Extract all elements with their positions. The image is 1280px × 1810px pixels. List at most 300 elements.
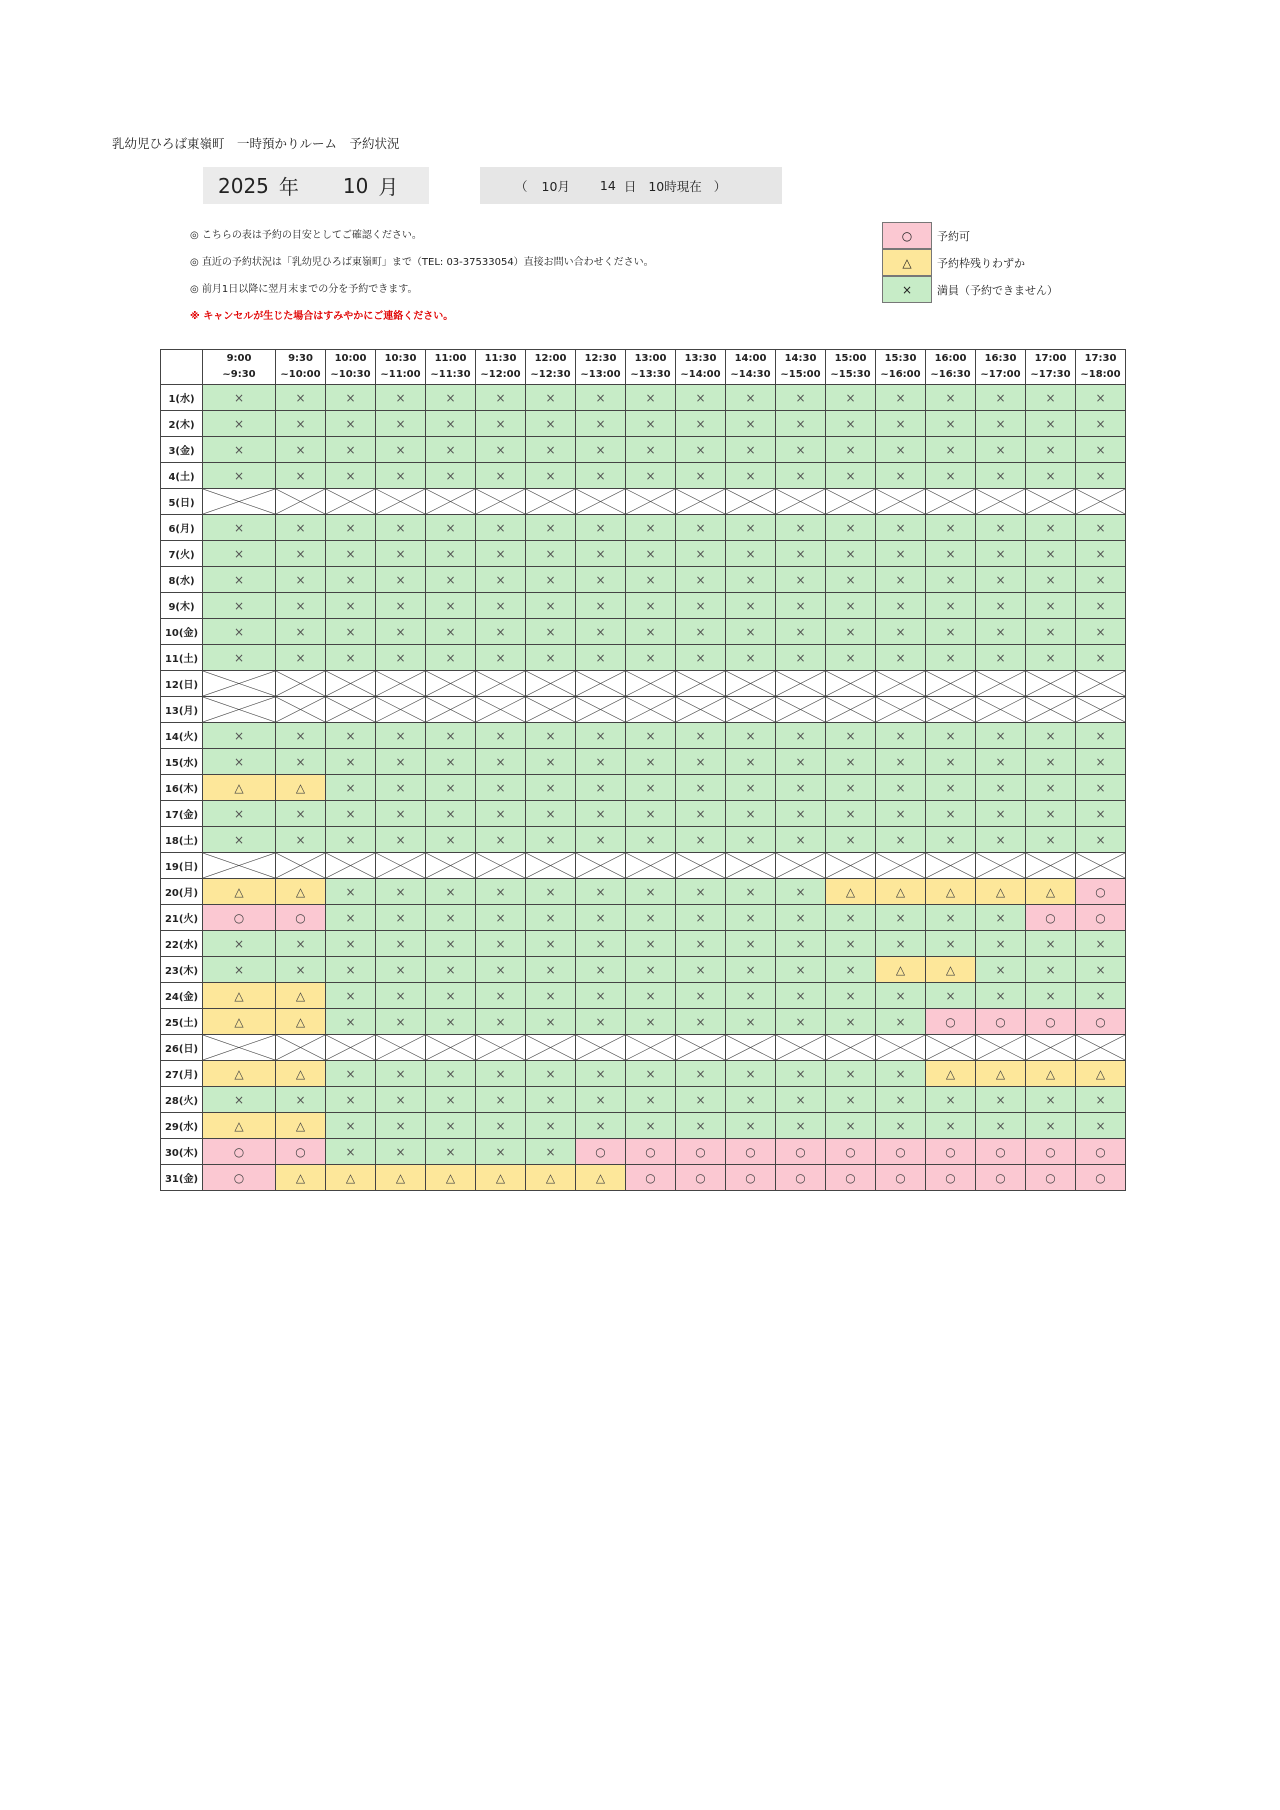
day-row (161, 619, 1126, 645)
closed-cross-icon (776, 671, 825, 696)
slot-closed (626, 489, 676, 515)
slot-full: × (476, 1087, 526, 1113)
slot-closed (1076, 671, 1126, 697)
slot-closed (676, 1035, 726, 1061)
slot-closed (326, 697, 376, 723)
closed-cross-icon (276, 489, 325, 514)
slot-full: × (576, 957, 626, 983)
timeslot-header (426, 350, 476, 385)
slot-full: × (476, 411, 526, 437)
slot-full: × (426, 463, 476, 489)
slot-full: × (976, 437, 1026, 463)
day-row (161, 1165, 1126, 1191)
as-of-month: 10月 (541, 178, 570, 194)
closed-cross-icon (376, 489, 425, 514)
slot-closed (776, 853, 826, 879)
slot-full: × (676, 645, 726, 671)
slot-full: × (1076, 1113, 1126, 1139)
slot-closed (726, 489, 776, 515)
slot-full: × (776, 723, 826, 749)
slot-full: × (826, 567, 876, 593)
slot-few: △ (976, 879, 1026, 905)
as-of-open-paren: （ (515, 178, 528, 194)
slot-full: × (426, 1139, 476, 1165)
slot-full: × (876, 1113, 926, 1139)
slot-full: × (526, 593, 576, 619)
slot-closed (526, 1035, 576, 1061)
slot-full: × (976, 593, 1026, 619)
slot-full: × (276, 931, 326, 957)
slot-few: △ (276, 1009, 326, 1035)
slot-full: × (326, 593, 376, 619)
slot-full: × (426, 645, 476, 671)
slot-full: × (776, 1113, 826, 1139)
day-label: 8(水) (161, 567, 203, 593)
slot-full: × (376, 385, 426, 411)
day-row (161, 1139, 1126, 1165)
timeslot-header (676, 350, 726, 385)
slot-closed (1076, 697, 1126, 723)
slot-full: × (276, 437, 326, 463)
slot-full: × (776, 801, 826, 827)
legend-swatch-full: × (882, 276, 932, 303)
day-label: 2(木) (161, 411, 203, 437)
slot-full: × (776, 411, 826, 437)
slot-closed (1076, 853, 1126, 879)
slot-closed (726, 671, 776, 697)
slot-full: × (926, 905, 976, 931)
closed-cross-icon (326, 853, 375, 878)
closed-cross-icon (976, 853, 1025, 878)
slot-full: × (203, 411, 276, 437)
slot-full: × (426, 957, 476, 983)
slot-full: × (726, 463, 776, 489)
slot-full: × (826, 385, 876, 411)
slot-closed (276, 697, 326, 723)
closed-cross-icon (626, 671, 675, 696)
day-label: 18(土) (161, 827, 203, 853)
slot-full: × (203, 749, 276, 775)
slot-full: × (326, 879, 376, 905)
slot-full: × (676, 463, 726, 489)
slot-full: × (926, 931, 976, 957)
slot-full: × (876, 1009, 926, 1035)
slot-full: × (376, 593, 426, 619)
slot-full: × (926, 411, 976, 437)
closed-cross-icon (826, 697, 875, 722)
slot-closed (1026, 853, 1076, 879)
slot-full: × (476, 437, 526, 463)
slot-full: × (376, 567, 426, 593)
slot-full: × (576, 541, 626, 567)
slot-full: × (626, 723, 676, 749)
slot-full: × (976, 1087, 1026, 1113)
timeslot-header (826, 350, 876, 385)
slot-full: × (626, 905, 676, 931)
closed-cross-icon (426, 489, 475, 514)
slot-full: × (776, 437, 826, 463)
day-label: 6(月) (161, 515, 203, 541)
slot-few: △ (526, 1165, 576, 1191)
day-label: 10(金) (161, 619, 203, 645)
slot-closed (926, 853, 976, 879)
slot-few: △ (1076, 1061, 1126, 1087)
day-label: 30(木) (161, 1139, 203, 1165)
slot-ok: ○ (876, 1165, 926, 1191)
slot-few: △ (203, 983, 276, 1009)
timeslot-header-row (161, 350, 1126, 385)
slot-closed (626, 853, 676, 879)
slot-full: × (726, 437, 776, 463)
slot-full: × (376, 463, 426, 489)
closed-cross-icon (203, 489, 275, 514)
timeslot-header (376, 350, 426, 385)
slot-full: × (526, 411, 576, 437)
slot-full: × (1076, 1087, 1126, 1113)
closed-cross-icon (1026, 853, 1075, 878)
slot-full: × (376, 437, 426, 463)
slot-full: × (926, 567, 976, 593)
day-label: 11(土) (161, 645, 203, 671)
slot-full: × (426, 411, 476, 437)
slot-full: × (326, 385, 376, 411)
slot-closed (926, 1035, 976, 1061)
closed-cross-icon (203, 671, 275, 696)
slot-full: × (876, 723, 926, 749)
closed-cross-icon (203, 853, 275, 878)
slot-few: △ (276, 1165, 326, 1191)
slot-full: × (526, 1061, 576, 1087)
day-row (161, 983, 1126, 1009)
slot-full: × (576, 1061, 626, 1087)
slot-full: × (776, 749, 826, 775)
slot-closed (726, 853, 776, 879)
slot-full: × (876, 749, 926, 775)
slot-full: × (1076, 619, 1126, 645)
closed-cross-icon (526, 489, 575, 514)
slot-closed (576, 697, 626, 723)
closed-cross-icon (576, 671, 625, 696)
slot-few: △ (476, 1165, 526, 1191)
slot-full: × (576, 827, 626, 853)
slot-full: × (203, 541, 276, 567)
slot-full: × (476, 827, 526, 853)
closed-cross-icon (626, 853, 675, 878)
slot-full: × (826, 463, 876, 489)
day-row (161, 723, 1126, 749)
slot-closed (826, 489, 876, 515)
closed-cross-icon (326, 489, 375, 514)
day-row (161, 1035, 1126, 1061)
slot-closed (776, 697, 826, 723)
slot-full: × (726, 957, 776, 983)
slot-full: × (826, 1087, 876, 1113)
closed-cross-icon (326, 1035, 375, 1060)
slot-full: × (1076, 749, 1126, 775)
slot-full: × (876, 411, 926, 437)
slot-full: × (476, 749, 526, 775)
slot-full: × (826, 775, 876, 801)
slot-full: × (1026, 957, 1076, 983)
slot-full: × (376, 411, 426, 437)
timeslot-start: 12:30 (584, 353, 617, 364)
slot-closed (376, 853, 426, 879)
slot-closed (576, 671, 626, 697)
slot-full: × (576, 385, 626, 411)
page-title: 乳幼児ひろば東嶺町 一時預かりルーム 予約状況 (112, 136, 400, 151)
slot-full: × (826, 1061, 876, 1087)
day-row (161, 827, 1126, 853)
slot-full: × (976, 619, 1026, 645)
slot-full: × (876, 905, 926, 931)
slot-full: × (676, 411, 726, 437)
slot-full: × (926, 1087, 976, 1113)
slot-full: × (326, 775, 376, 801)
slot-full: × (776, 567, 826, 593)
closed-cross-icon (776, 697, 825, 722)
slot-full: × (1026, 619, 1076, 645)
slot-full: × (476, 1009, 526, 1035)
timeslot-header (276, 350, 326, 385)
slot-full: × (526, 801, 576, 827)
slot-full: × (526, 983, 576, 1009)
day-row (161, 801, 1126, 827)
day-row (161, 671, 1126, 697)
slot-full: × (776, 983, 826, 1009)
slot-full: × (326, 749, 376, 775)
slot-full: × (426, 437, 476, 463)
closed-cross-icon (1026, 489, 1075, 514)
timeslot-header (326, 350, 376, 385)
slot-full: × (976, 567, 1026, 593)
slot-closed (203, 489, 276, 515)
slot-full: × (726, 827, 776, 853)
slot-ok: ○ (1076, 1165, 1126, 1191)
day-label: 19(日) (161, 853, 203, 879)
closed-cross-icon (926, 697, 975, 722)
timeslot-end: ~12:30 (530, 369, 571, 380)
slot-full: × (426, 1061, 476, 1087)
closed-cross-icon (726, 697, 775, 722)
slot-full: × (476, 723, 526, 749)
closed-cross-icon (276, 697, 325, 722)
timeslot-start: 16:00 (934, 353, 967, 364)
timeslot-end: ~17:00 (980, 369, 1021, 380)
slot-full: × (276, 723, 326, 749)
slot-ok: ○ (626, 1139, 676, 1165)
slot-full: × (926, 749, 976, 775)
slot-full: × (476, 463, 526, 489)
slot-full: × (726, 801, 776, 827)
slot-closed (926, 489, 976, 515)
slot-full: × (776, 593, 826, 619)
slot-full: × (426, 619, 476, 645)
slot-ok: ○ (726, 1139, 776, 1165)
timeslot-end: ~11:00 (380, 369, 421, 380)
closed-cross-icon (976, 1035, 1025, 1060)
slot-full: × (476, 983, 526, 1009)
slot-full: × (676, 749, 726, 775)
slot-full: × (426, 593, 476, 619)
slot-full: × (203, 723, 276, 749)
timeslot-start: 10:00 (334, 353, 367, 364)
slot-full: × (276, 463, 326, 489)
slot-full: × (426, 801, 476, 827)
slot-closed (476, 489, 526, 515)
slot-few: △ (276, 983, 326, 1009)
slot-full: × (926, 619, 976, 645)
slot-closed (426, 489, 476, 515)
slot-closed (876, 671, 926, 697)
closed-cross-icon (776, 853, 825, 878)
slot-closed (203, 671, 276, 697)
timeslot-end: ~13:30 (630, 369, 671, 380)
slot-full: × (526, 463, 576, 489)
slot-full: × (1076, 463, 1126, 489)
slot-full: × (926, 983, 976, 1009)
slot-few: △ (926, 1061, 976, 1087)
slot-full: × (576, 723, 626, 749)
slot-full: × (776, 515, 826, 541)
year-unit: 年 (278, 175, 299, 199)
slot-full: × (576, 1009, 626, 1035)
slot-full: × (676, 541, 726, 567)
timeslot-start: 15:30 (884, 353, 917, 364)
slot-full: × (676, 1061, 726, 1087)
slot-full: × (326, 619, 376, 645)
slot-closed (976, 697, 1026, 723)
slot-full: × (726, 723, 776, 749)
closed-cross-icon (1076, 671, 1125, 696)
slot-full: × (476, 801, 526, 827)
slot-full: × (326, 723, 376, 749)
closed-cross-icon (426, 671, 475, 696)
slot-full: × (676, 801, 726, 827)
slot-full: × (326, 957, 376, 983)
timeslot-header (1076, 350, 1126, 385)
month-unit: 月 (378, 175, 399, 199)
slot-full: × (576, 1113, 626, 1139)
slot-full: × (476, 879, 526, 905)
slot-full: × (626, 567, 676, 593)
day-row (161, 853, 1126, 879)
slot-full: × (626, 1061, 676, 1087)
slot-full: × (326, 645, 376, 671)
closed-cross-icon (576, 1035, 625, 1060)
closed-cross-icon (676, 853, 725, 878)
slot-full: × (1076, 801, 1126, 827)
slot-few: △ (276, 1061, 326, 1087)
slot-full: × (1076, 957, 1126, 983)
slot-ok: ○ (876, 1139, 926, 1165)
slot-full: × (476, 593, 526, 619)
slot-full: × (876, 541, 926, 567)
slot-full: × (203, 515, 276, 541)
day-row (161, 1061, 1126, 1087)
slot-full: × (576, 593, 626, 619)
slot-full: × (976, 801, 1026, 827)
timeslot-start: 9:00 (226, 353, 252, 364)
slot-full: × (776, 879, 826, 905)
slot-full: × (876, 1061, 926, 1087)
slot-full: × (676, 1113, 726, 1139)
slot-full: × (876, 619, 926, 645)
slot-full: × (1026, 385, 1076, 411)
slot-full: × (576, 463, 626, 489)
slot-full: × (776, 957, 826, 983)
closed-cross-icon (576, 697, 625, 722)
slot-full: × (526, 905, 576, 931)
slot-full: × (326, 463, 376, 489)
closed-cross-icon (826, 1035, 875, 1060)
slot-full: × (376, 1061, 426, 1087)
slot-full: × (276, 619, 326, 645)
closed-cross-icon (376, 697, 425, 722)
day-row (161, 1113, 1126, 1139)
day-label: 21(火) (161, 905, 203, 931)
timeslot-end: ~18:00 (1080, 369, 1121, 380)
slot-full: × (826, 541, 876, 567)
closed-cross-icon (876, 697, 925, 722)
slot-closed (976, 1035, 1026, 1061)
day-row (161, 489, 1126, 515)
slot-closed (426, 697, 476, 723)
slot-full: × (203, 1087, 276, 1113)
day-row (161, 593, 1126, 619)
slot-closed (676, 671, 726, 697)
slot-full: × (676, 567, 726, 593)
slot-full: × (676, 723, 726, 749)
legend-label-few: 予約枠残りわずか (937, 256, 1025, 270)
slot-full: × (676, 1087, 726, 1113)
slot-full: × (476, 645, 526, 671)
slot-closed (976, 489, 1026, 515)
slot-full: × (1026, 593, 1076, 619)
slot-full: × (526, 879, 576, 905)
closed-cross-icon (1026, 697, 1075, 722)
closed-cross-icon (626, 489, 675, 514)
slot-full: × (926, 515, 976, 541)
slot-full: × (976, 385, 1026, 411)
slot-full: × (876, 593, 926, 619)
timeslot-header (203, 350, 276, 385)
slot-closed (826, 1035, 876, 1061)
slot-full: × (726, 1061, 776, 1087)
timeslot-end: ~14:00 (680, 369, 721, 380)
slot-full: × (676, 905, 726, 931)
day-row (161, 1009, 1126, 1035)
timeslot-header (576, 350, 626, 385)
slot-full: × (826, 723, 876, 749)
slot-full: × (926, 463, 976, 489)
slot-closed (826, 697, 876, 723)
slot-full: × (576, 775, 626, 801)
legend-label-full: 満員（予約できません） (937, 283, 1058, 297)
slot-closed (876, 1035, 926, 1061)
slot-full: × (326, 1087, 376, 1113)
timeslot-start: 11:00 (434, 353, 467, 364)
slot-full: × (526, 931, 576, 957)
slot-ok: ○ (926, 1165, 976, 1191)
timeslot-start: 10:30 (384, 353, 417, 364)
slot-full: × (1026, 541, 1076, 567)
slot-closed (676, 853, 726, 879)
slot-full: × (976, 463, 1026, 489)
slot-full: × (626, 385, 676, 411)
slot-full: × (976, 749, 1026, 775)
slot-full: × (376, 879, 426, 905)
slot-full: × (426, 567, 476, 593)
